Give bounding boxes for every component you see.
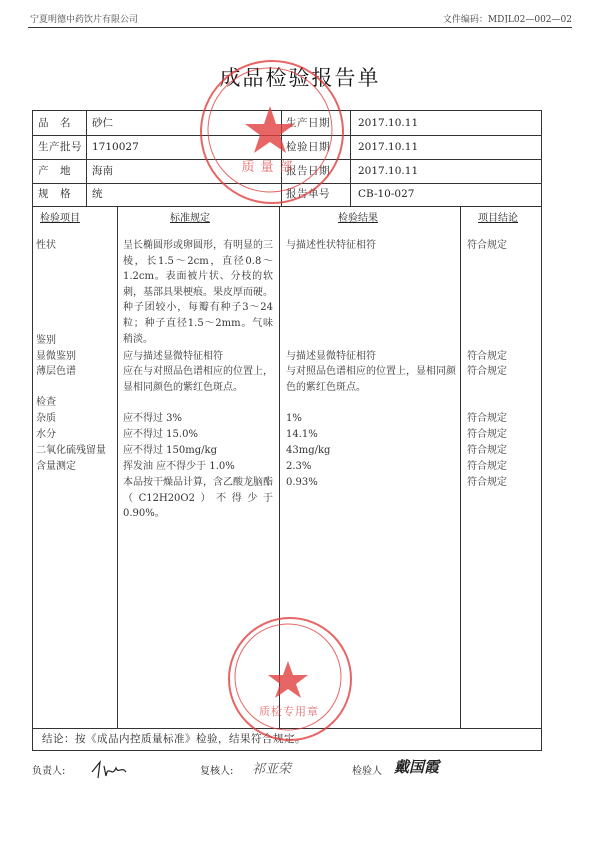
col-divider (86, 110, 87, 206)
test-date-label: 检验日期 (286, 141, 330, 153)
result-so2: 43mg/kg (286, 445, 331, 456)
quality-dept-stamp (200, 60, 344, 204)
item-assay: 含量测定 (36, 461, 76, 472)
result-appearance: 与描述性状特征相符 (286, 240, 376, 251)
section-inspection: 检查 (36, 397, 56, 408)
col-header-conclusion: 项目结论 (478, 213, 518, 224)
inspector-signature: 戴国霞 (394, 758, 440, 776)
row-divider (32, 206, 542, 207)
item-impurity: 杂质 (36, 413, 56, 424)
standard-assay-oil: 挥发油 应不得少于 1.0% (123, 461, 235, 472)
item-tlc: 薄层色谱 (36, 366, 76, 377)
conclusion-impurity: 符合规定 (467, 413, 507, 424)
standard-appearance: 呈长椭圆形或卵圆形，有明显的三棱，长1.5～2cm，直径0.8～1.2cm。表面被片状、分枝的软刺，基部具果梗痕。果皮厚而硬。种子团较小，每瓣有种子3～24粒；种子直径1.5～2mm。气味稍淡。 (123, 240, 273, 345)
production-date-label: 生产日期 (286, 117, 330, 129)
final-conclusion: 结论：按《成品内控质量标准》检验，结果符合规定。 (42, 733, 306, 745)
standard-water: 应不得过 15.0% (123, 429, 198, 440)
batch-number-value: 1710027 (92, 141, 139, 153)
conclusion-water: 符合规定 (467, 429, 507, 440)
page-title: 成品检验报告单 (219, 66, 381, 90)
quality-dept-stamp-text: 质量部 (241, 160, 299, 175)
result-assay-oil: 2.3% (286, 461, 312, 472)
col-divider (350, 110, 351, 206)
item-microscopic: 显微鉴别 (36, 351, 76, 362)
report-number-label: 报告单号 (286, 188, 330, 200)
responsible-signature (90, 758, 130, 782)
origin-label: 产 地 (38, 165, 71, 177)
product-name-label: 品 名 (38, 117, 71, 129)
item-so2: 二氧化硫残留量 (36, 445, 106, 456)
standard-impurity: 应不得过 3% (123, 413, 183, 424)
reviewer-signature: 祁亚荣 (252, 762, 292, 777)
col-header-item: 检验项目 (40, 213, 80, 224)
standard-microscopic: 应与描述显微特征相符 (123, 351, 223, 362)
result-microscopic: 与描述显微特征相符 (286, 351, 376, 362)
qc-seal-stamp-text: 质检专用章 (259, 705, 319, 718)
conclusion-microscopic: 符合规定 (467, 351, 507, 362)
spec-value: 统 (92, 188, 103, 200)
spec-label: 规 格 (38, 188, 71, 200)
conclusion-assay-oil: 符合规定 (467, 461, 507, 472)
result-tlc: 与对照品色谱相应的位置上，显相同颜色的紫红色斑点。 (286, 366, 456, 393)
company-name: 宁夏明德中药饮片有限公司 (30, 15, 139, 23)
result-impurity: 1% (286, 413, 302, 424)
reviewer-label: 复核人: (200, 766, 234, 777)
qc-seal-stamp (228, 617, 352, 741)
batch-number-label: 生产批号 (38, 141, 82, 153)
responsible-person-label: 负责人: (32, 766, 66, 777)
conclusion-tlc: 符合规定 (467, 366, 507, 377)
item-water: 水分 (36, 429, 56, 440)
col-header-result: 检验结果 (338, 213, 378, 224)
result-assay-ester: 0.93% (286, 477, 318, 488)
document-number: 文件编码：MDJL02—002—02 (442, 15, 572, 23)
conclusion-appearance: 符合规定 (467, 240, 507, 251)
product-name-value: 砂仁 (92, 117, 113, 129)
inspector-label: 检验人 (352, 766, 382, 777)
report-number-value: CB-10-027 (358, 188, 415, 200)
conclusion-assay-ester: 符合规定 (467, 477, 507, 488)
origin-value: 海南 (92, 165, 113, 177)
quality-dept-stamp-graphic (202, 62, 342, 202)
item-appearance: 性状 (36, 240, 56, 251)
result-water: 14.1% (286, 429, 318, 440)
conclusion-so2: 符合规定 (467, 445, 507, 456)
standard-so2: 应不得过 150mg/kg (123, 445, 217, 456)
header-divider (28, 27, 572, 28)
report-date-value: 2017.10.11 (358, 165, 419, 177)
report-date-label: 报告日期 (286, 165, 330, 177)
production-date-value: 2017.10.11 (358, 117, 419, 129)
standard-tlc: 应在与对照品色谱相应的位置上，显相同颜色的紫红色斑点。 (123, 366, 273, 393)
col-divider (117, 206, 118, 728)
test-date-value: 2017.10.11 (358, 141, 419, 153)
col-header-standard: 标准规定 (170, 213, 210, 224)
section-identification: 鉴别 (36, 335, 56, 346)
qc-seal-stamp-graphic (230, 619, 350, 739)
standard-assay-ester: 本品按干燥品计算，含乙酸龙脑酯（C12H20O2）不得少于 0.90%。 (123, 477, 273, 519)
